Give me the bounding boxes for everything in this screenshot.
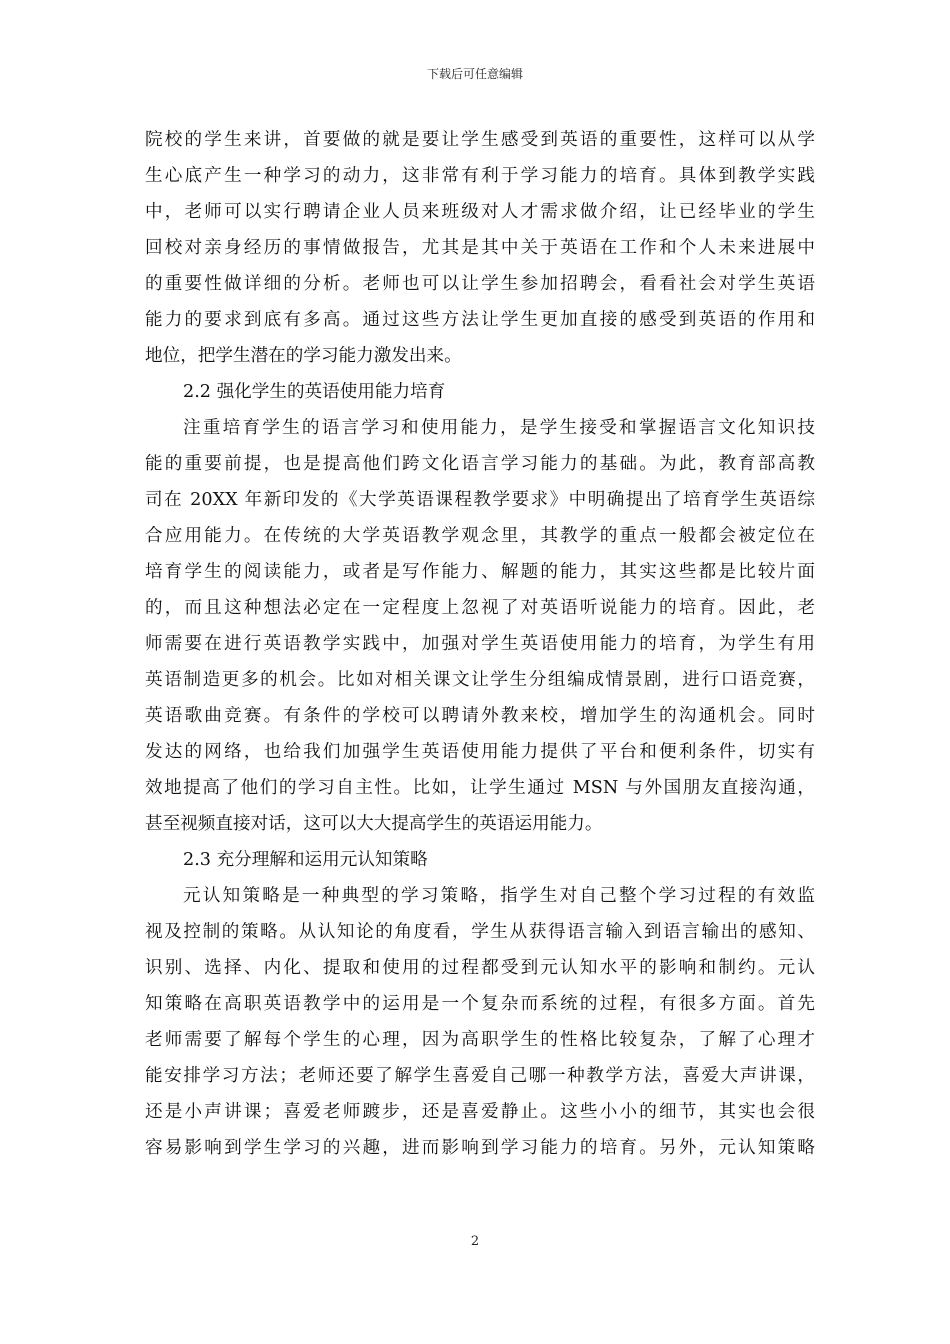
text-line: 培育学生的阅读能力，或者是写作能力、解题的能力，其实这些都是比较片面 (145, 562, 815, 582)
text-line: 效地提高了他们的学习自主性。比如，让学生通过 MSN 与外国朋友直接沟通， (145, 778, 815, 798)
text-line: 元认知策略是一种典型的学习策略，指学生对自己整个学习过程的有效监 (183, 886, 815, 906)
text-line: 回校对亲身经历的事情做报告，尤其是其中关于英语在工作和个人未来进展中 (145, 238, 815, 258)
text-line: 司在 20XX 年新印发的《大学英语课程教学要求》中明确提出了培育学生英语综 (145, 490, 815, 510)
page-number: 2 (470, 1234, 480, 1249)
text-line: 英语制造更多的机会。比如对相关课文让学生分组编成情景剧，进行口语竞赛， (145, 670, 815, 690)
text-line: 视及控制的策略。从认知论的角度看，学生从获得语言输入到语言输出的感知、 (145, 922, 815, 942)
text-line: 还是小声讲课；喜爱老师踱步，还是喜爱静止。这些小小的细节，其实也会很 (145, 1102, 815, 1122)
text-line: 发达的网络，也给我们加强学生英语使用能力提供了平台和便利条件，切实有 (145, 742, 815, 762)
page-header: 下载后可任意编辑 (426, 67, 523, 81)
text-line: 识别、选择、内化、提取和使用的过程都受到元认知水平的影响和制约。元认 (145, 958, 815, 978)
text-line: 生心底产生一种学习的动力，这非常有利于学习能力的培育。具体到教学实践 (145, 166, 815, 186)
text-line: 注重培育学生的语言学习和使用能力，是学生接受和掌握语言文化知识技 (183, 418, 815, 438)
text-line: 合应用能力。在传统的大学英语教学观念里，其教学的重点一般都会被定位在 (145, 526, 815, 546)
text-line: 知策略在高职英语教学中的运用是一个复杂而系统的过程，有很多方面。首先 (145, 994, 815, 1014)
text-line: 的重要性做详细的分析。老师也可以让学生参加招聘会，看看社会对学生英语 (145, 274, 815, 294)
text-line: 能的重要前提，也是提高他们跨文化语言学习能力的基础。为此，教育部高教 (145, 454, 815, 474)
text-line: 能安排学习方法；老师还要了解学生喜爱自己哪一种教学方法，喜爱大声讲课， (145, 1066, 815, 1086)
text-line: 中，老师可以实行聘请企业人员来班级对人才需求做介绍，让已经毕业的学生 (145, 202, 815, 222)
text-line: 师需要在进行英语教学实践中，加强对学生英语使用能力的培育，为学生有用 (145, 634, 815, 654)
document-body (145, 122, 815, 1166)
text-line: 能力的要求到底有多高。通过这些方法让学生更加直接的感受到英语的作用和 (145, 310, 815, 330)
text-line: 英语歌曲竞赛。有条件的学校可以聘请外教来校，增加学生的沟通机会。同时 (145, 706, 815, 726)
text-line: 甚至视频直接对话，这可以大大提高学生的英语运用能力。 (145, 814, 603, 834)
text-line: 老师需要了解每个学生的心理，因为高职学生的性格比较复杂，了解了心理才 (145, 1030, 815, 1050)
section-heading-2-3: 2.3 充分理解和运用元认知策略 (183, 850, 428, 870)
text-line: 容易影响到学生学习的兴趣，进而影响到学习能力的培育。另外，元认知策略 (145, 1138, 815, 1158)
text-line: 的，而且这种想法必定在一定程度上忽视了对英语听说能力的培育。因此，老 (145, 598, 815, 618)
text-line: 地位，把学生潜在的学习能力激发出来。 (145, 346, 462, 366)
text-line: 院校的学生来讲，首要做的就是要让学生感受到英语的重要性，这样可以从学 (145, 130, 815, 150)
section-heading-2-2: 2.2 强化学生的英语使用能力培育 (183, 382, 446, 402)
